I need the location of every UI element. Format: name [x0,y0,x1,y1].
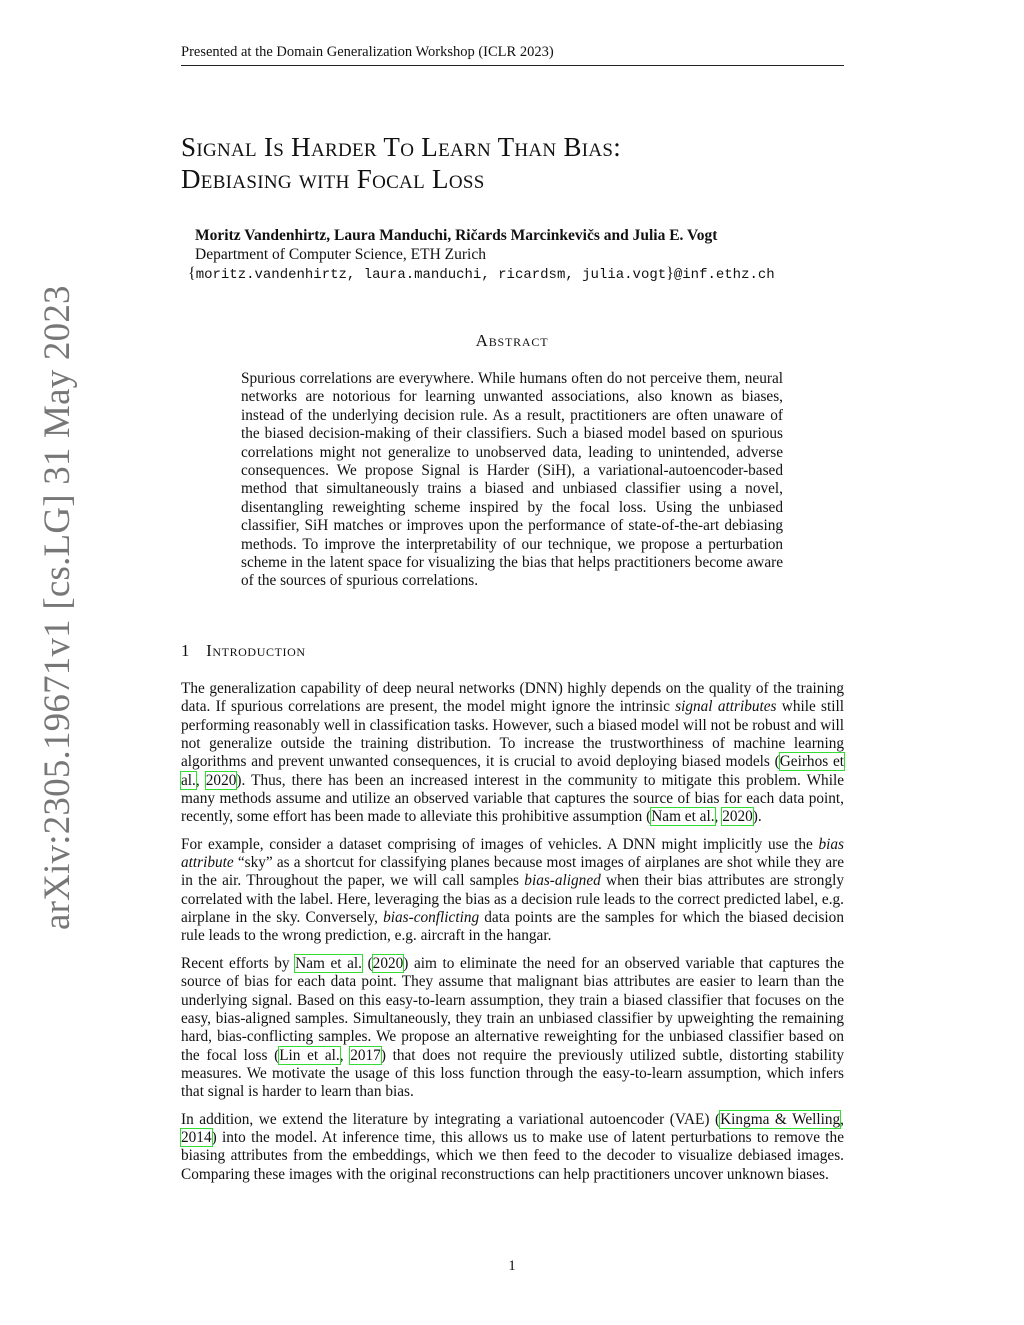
author-emails: {moritz.vandenhirtz, laura.manduchi, ricardsm, julia.vogt}@inf.ethz.ch [188,265,775,283]
paragraph-1: The generalization capability of deep neural networks (DNN) highly depends on the quality of the training data. If spurious correlations are present, the model might ignore the intrinsic signal attributes while still performing reasonably well in classification tasks. However, such a biased model will not be robust and will not generalize outside the training distribution. To increase the trustworthiness of machine learning algorithms and prevent unwanted consequences, it is crucial to avoid deploying biased models (Geirhos et al., 2020). Thus, there has been an increased interest in the community to mitigate this problem. While many methods assume and utilize an observed variable that captures the source of bias for each data point, recently, some effort has been made to alleviate this prohibitive assumption (Nam et al., 2020). [181,680,844,826]
citation-year-link[interactable]: 2020 [372,954,404,972]
citation-year-link[interactable]: 2017 [350,1046,381,1064]
title-line-2: Debiasing with Focal Loss [181,164,485,194]
section-title: Introduction [206,641,306,660]
email-names: moritz.vandenhirtz, laura.manduchi, ricardsm, julia.vogt [195,267,667,283]
section-number: 1 [181,641,191,660]
email-domain: @inf.ethz.ch [673,267,775,283]
page-number: 1 [508,1258,516,1274]
citation-link[interactable]: Nam et al. [295,954,362,972]
section-heading [181,641,306,661]
citation-year-link[interactable]: 2014 [181,1128,212,1146]
abstract-heading: Abstract [475,331,549,350]
paragraph-2: For example, consider a dataset comprising of images of vehicles. A DNN might implicitly use the bias attribute “sky” as a shortcut for classifying planes because most images of airplanes are shot while they are in the air. Throughout the paper, we will call samples bias-aligned when their bias attributes are strongly correlated with the label. Here, leveraging the bias as a decision rule leads to the correct predicted label, e.g. airplane in the sky. Conversely, bias-conflicting data points are the samples for which the biased decision rule leads to the wrong prediction, e.g. aircraft in the hangar. [181,835,844,945]
affiliation: Department of Computer Science, ETH Zurich [195,246,486,263]
paragraph-3: Recent efforts by Nam et al. (2020) aim to eliminate the need for an observed variable that captures the source of bias for each data point. They assume that malignant bias attributes are easier to learn than the underlying signal. Based on this easy-to-learn assumption, they train a biased classifier that focuses on the easy, bias-aligned samples. Simultaneously, they train an unbiased classifier by upweighting the remaining hard, bias-conflicting samples. We propose an alternative reweighting for the unbiased classifier based on the focal loss (Lin et al., 2017) that does not require the previously utilized subtle, distorting stability measures. We motivate the usage of this loss function through the easy-to-learn assumption, which infers that signal is harder to learn than bias. [181,954,845,1101]
author-list: Moritz Vandenhirtz, Laura Manduchi, Ričards Marcinkevičs and Julia E. Vogt [195,227,718,244]
citation-link[interactable]: Lin et al. [279,1046,340,1064]
abstract-text: Spurious correlations are everywhere. While humans often do not perceive them, neural networks are notorious for learning unwanted associations, also known as biases, instead of the underlying decision rule. As a result, practitioners are often unaware of the biased decision-making of their classifiers. Such a biased model based on spurious correlations might not generalize to unobserved data, leading to unintended, adverse consequences. We propose Signal is Harder (SiH), a variational-autoencoder-based method that simultaneously trains a biased and unbiased classifier using a novel, disentangling reweighting scheme inspired by the focal loss. Using the unbiased classifier, SiH matches or improves upon the performance of state-of-the-art debiasing methods. To improve the interpretability of our technique, we propose a perturbation scheme in the latent space for visualizing the bias that helps practitioners become aware of the sources of spurious correlations. [241,370,783,590]
citation-link[interactable]: Kingma & Welling [720,1110,841,1128]
running-header: Presented at the Domain Generalization Workshop (ICLR 2023) [181,44,844,66]
citation-link[interactable]: Geirhos et al. [181,753,844,789]
paper-title [181,131,881,195]
introduction-body [181,680,844,1193]
title-line-1: Signal Is Harder To Learn Than Bias: [181,132,622,162]
paragraph-4: In addition, we extend the literature by integrating a variational autoencoder (VAE) (Kingma & Welling, 2014) into the model. At inference time, this allows us to make use of latent perturbations to remove the biasing attributes from the embeddings, which we then feed to the decoder to visualize debiased images. Comparing these images with the original reconstructions can help practitioners uncover unknown biases. [181,1110,844,1183]
citation-link[interactable]: Nam et al. [651,808,715,826]
citation-year-link[interactable]: 2020 [722,808,753,826]
arxiv-identifier-stamp: arXiv:2305.19671v1 [cs.LG] 31 May 2023 [37,285,78,930]
citation-year-link[interactable]: 2020 [205,771,237,789]
